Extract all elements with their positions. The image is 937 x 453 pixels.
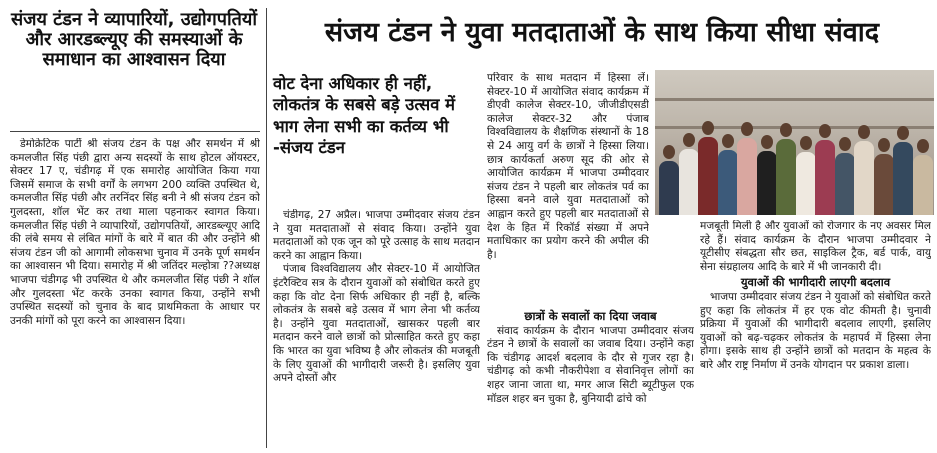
event-photo [655,70,934,215]
photo-person [757,135,777,215]
photo-person [737,122,757,215]
main-headline: संजय टंडन ने युवा मतदाताओं के साथ किया सीधा संवाद [324,17,880,48]
col3-bottom-text [487,308,694,448]
center-article-body [273,209,480,447]
column-divider [266,8,267,448]
photo-person [874,138,894,215]
center-paragraph-1: चंडीगढ़, 27 अप्रैल। भाजपा उम्मीदवार संजय टंडन ने युवा मतदाताओं से संवाद किया। उन्होंने युवा मतदाताओं को एक जून को पूरे उत्साह के साथ मतदान करने का आह्वान किया। [273,209,480,262]
photo-person [835,137,855,215]
photo-person [815,124,835,215]
col3-paragraph-1: परिवार के साथ मतदान में हिस्सा लें। सेक्टर-10 में आयोजित संवाद कार्यक्रम में डीएवी कालेज सेक्टर-10, जीजीडीएसडी कालेज सेक्टर-32 और पंजाब विश्वविद्यालय के शैक्षणिक संस्थानों के 18 से 24 आयु वर्ग के छात्रों ने हिस्सा लिया। छात्र कार्यकर्ता अरुण सूद की ओर से आयोजित कार्यक्रम में भाजपा उम्मीदवार संजय टंडन ने पहली बार लोकतंत्र पर्व का हिस्सा बनने वाले युवा मतदाताओं को आह्वान करते हुए पहली बार मतदाताओं से देश के हित में रिकॉर्ड संख्या में अपने मताधिकार का प्रयोग करने की अपील की है। [487,72,649,261]
center-paragraph-2: पंजाब विश्वविद्यालय और सेक्टर-10 में आयोजित इंटरैक्टिव सत्र के दौरान युवाओं को संबोधित करते हुए कहा कि वोट देना सिर्फ अधिकार ही नहीं है, बल्कि लोकतंत्र के सबसे बड़े उत्सव में भाग लेना भी कर्तव्य है। उन्होंने युवा मतदाताओं, खासकर पहली बार मतदान करने वाले छात्रों को प्रोत्साहित करते हुए कहा कि भारत का युवा भविष्य है और लोकतंत्र की मजबूती के लिए युवाओं की भागीदारी जरूरी है। इसलिए युवा अपने दोस्तों और [273,263,480,385]
left-article-body [10,138,260,446]
photo-person [776,123,796,215]
photo-person [718,134,738,215]
left-article-headline: संजय टंडन ने व्यापारियों, उद्योगपतियों और आरडब्ल्यूए की समस्याओं के समाधान का आश्वासन दिया [10,9,258,71]
left-article-paragraph: डेमोक्रेटिक पार्टी श्री संजय टंडन के पक्ष और समर्थन में श्री कमलजीत सिंह पंछी द्वारा अन्य सदस्यों के साथ होटल ऑयस्टर, सेक्टर 17 ए, चंडीगढ़ में एक समारोह आयोजित किया गया जिसमें समाज के सभी वर्गों के लगभग 200 व्यक्ति उपस्थित थे, कमलजीत सिंह पंछी और तरनिंदर सिंह बनी ने श्री संजय टंडन को गुलदस्ता, शॉल भेंट कर तथा माला पहनाकर स्वागत किया। कमलजीत सिंह पंछी ने व्यापारियों, उद्योगपतियों, आरडब्ल्यूए आदि की लंबे समय से लंबित मांगों के बारे में बात की और उन्होंने श्री संजय टंडन जी को आगामी लोकसभा चुनाव में उनके पूर्ण समर्थन का आश्वासन भी दिया। समारोह में श्री जतिंदर मल्होत्रा ??अध्यक्ष भाजपा चंडीगढ़ भी उपस्थित थे और कमलजीत सिंह पंछी ने शॉल और गुलदस्ता भेंट करके उनका स्वागत किया, उन्होंने सभी उपस्थित सदस्यों को चुनाव के बाद प्राथमिकता के आधार पर उनकी मांगों को पूरा करने का आश्वासन दिया। [10,138,260,327]
photo-person [679,133,699,215]
photo-person [698,121,718,215]
center-subheadline: वोट देना अधिकार ही नहीं, लोकतंत्र के सबसे बड़े उत्सव में भाग लेना सभी का कर्तव्य भी -संजय टंडन [273,74,455,158]
col4-paragraph-2: भाजपा उम्मीदवार संजय टंडन ने युवाओं को संबोधित करते हुए कहा कि लोकतंत्र में हर एक वोट कीमती है। चुनावी प्रक्रिया में युवाओं की भागीदारी बदलाव लाएगी, इसलिए युवाओं को बढ़-चढ़कर लोकतंत्र के महापर्व में हिस्सा लेना होगा। इसके साथ ही उन्होंने छात्रों को मतदान के महत्व के बारे और राष्ट्र निर्माण में उनके योगदान पर प्रकाश डाला। [700,290,931,371]
col4-subheading: युवाओं की भागीदारी लाएगी बदलाव [740,275,891,290]
photo-person [893,126,913,215]
photo-person [913,139,933,215]
col4-text [700,220,931,448]
col4-paragraph-1: मजबूती मिली है और युवाओं को रोजगार के नए अवसर मिल रहे हैं। संवाद कार्यक्रम के दौरान भाजपा उम्मीदवार ने यूटीसीए संबद्धता सौर छत, साइकिल ट्रैक, बर्ड पार्क, वायु सेना संग्रहालय आदि के बारे में भी जानकारी दी। [700,220,931,273]
col3-top-text [487,72,649,308]
col3-subheading: छात्रों के सवालों का दिया जवाब [524,309,657,323]
photo-shelf [655,98,934,101]
photo-person [659,145,679,215]
photo-person [854,125,874,215]
left-headline-divider [10,131,260,132]
col3-paragraph-2: संवाद कार्यक्रम के दौरान भाजपा उम्मीदवार संजय टंडन ने छात्रों के सवालों का जवाब दिया। उन्होंने कहा कि चंडीगढ़ आदर्श बदलाव के दौर से गुजर रहा है। चंडीगढ़ को कभी नौकरीपेशा व सेवानिवृत्त लोगों का शहर जाना जाता था, मगर आज सिटी ब्यूटीफुल एक मॉडल शहर बन चुका है, बुनियादी ढांचे को [487,324,694,405]
photo-person [796,136,816,215]
